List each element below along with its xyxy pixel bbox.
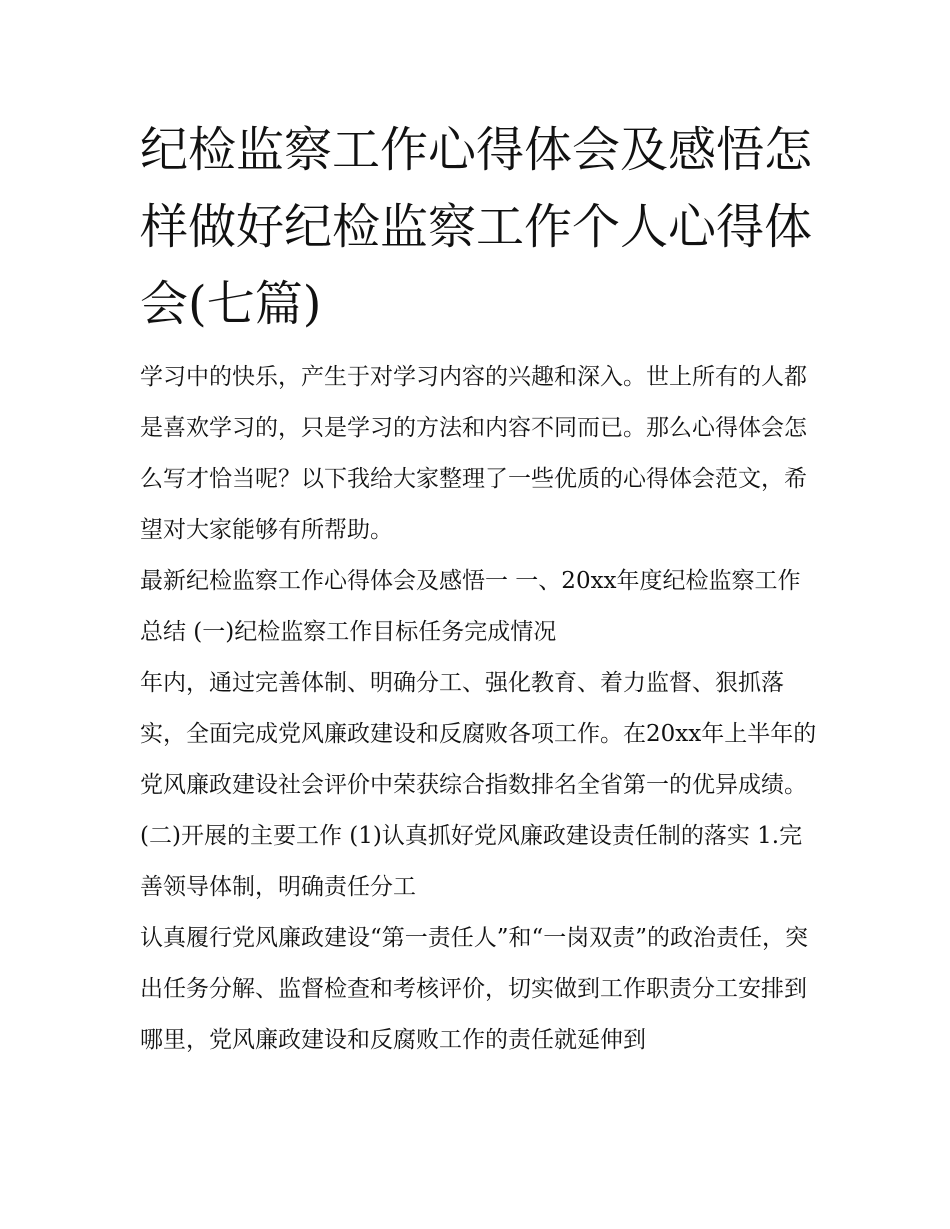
paragraph-responsibility: 认真履行党风廉政建设“第一责任人”和“一岗双责”的政治责任，突出任务分解、监督检查和考核评价，切实做到工作职责分工安排到哪里，党风廉政建设和反腐败工作的责任就延伸到	[140, 925, 809, 1053]
paragraph-section-heading: 最新纪检监察工作心得体会及感悟一 一、20xx年度纪检监察工作总结 (一)纪检监察工作目标任务完成情况	[140, 568, 801, 645]
document-title: 纪检监察工作心得体会及感悟怎样做好纪检监察工作个人心得体会(七篇)	[140, 122, 813, 332]
paragraph-summary: 年内，通过完善体制、明确分工、强化教育、着力监督、狠抓落实，全面完成党风廉政建设和反腐败各项工作。在20xx年上半年的党风廉政建设社会评价中荣获综合指数排名全省第一的优异成绩。	[140, 670, 817, 798]
paragraph-intro: 学习中的快乐，产生于对学习内容的兴趣和深入。世上所有的人都是喜欢学习的，只是学习的方法和内容不同而已。那么心得体会怎么写才恰当呢？以下我给大家整理了一些优质的心得体会范文，希望对大家能够有所帮助。	[140, 364, 807, 543]
document-body	[140, 352, 820, 1066]
paragraph-main-work: (二)开展的主要工作 (1)认真抓好党风廉政建设责任制的落实 1.完善领导体制，明确责任分工	[140, 823, 803, 900]
